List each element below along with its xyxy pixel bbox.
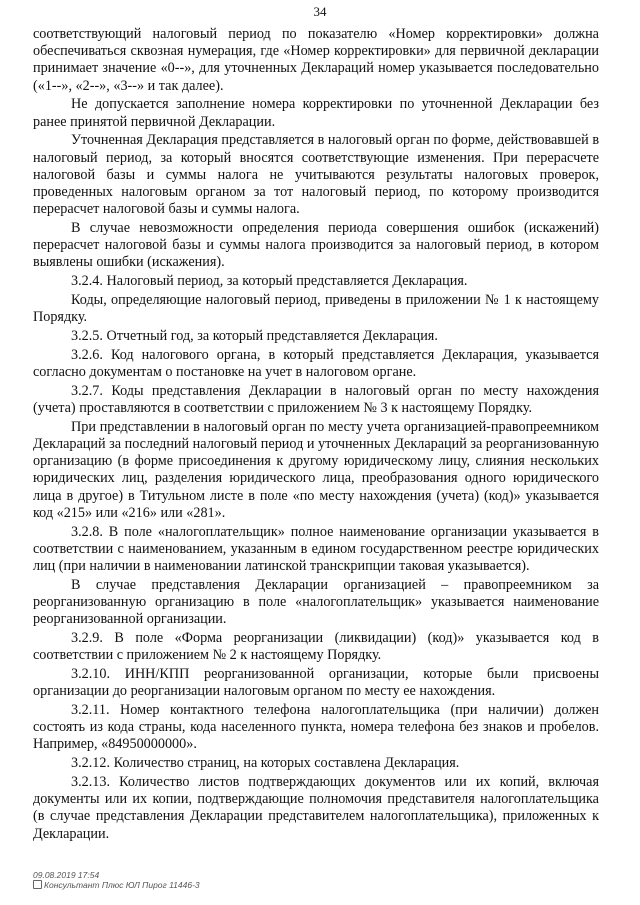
section-3-2-6: 3.2.6. Код налогового органа, в который представляется Декларация, указывается согласно документам о постановке на учет в налоговом органе. <box>33 346 599 381</box>
document-body <box>33 26 599 844</box>
footer-system-line <box>33 880 200 890</box>
section-heading-3-2-4: 3.2.4. Налоговый период, за который представляется Декларация. <box>71 273 468 290</box>
paragraph: Уточненная Декларация представляется в налоговый орган по форме, действовавшей в налоговый период, за который вносятся соответствующие изменения. При перерасчете налоговой базы и суммы налога не учитываются результаты налоговых проверок, проведенных налоговым органом за тот налоговый период, по которому производится перерасчет налоговой базы и суммы налога. <box>33 132 600 218</box>
section-3-2-12: 3.2.12. Количество страниц, на которых составлена Декларация. <box>71 755 460 772</box>
section-3-2-13: 3.2.13. Количество листов подтверждающих документов или их копий, включая документы или их копии, подтверждающие полномочия представителя налогоплательщика (в случае представления Декларации представителем налогоплательщика), приложенных к Декларации. <box>33 774 599 842</box>
print-footer <box>33 870 200 890</box>
section-3-2-10: 3.2.10. ИНН/КПП реорганизованной организации, которые были присвоены организации до реорганизации налоговым органом по месту ее нахождения. <box>33 666 599 700</box>
footer-date: 09.08.2019 17:54 <box>33 870 100 880</box>
page-number: 34 <box>313 4 327 19</box>
paragraph: Коды, определяющие налоговый период, приведены в приложении № 1 к настоящему Порядку. <box>33 292 599 326</box>
paragraph: соответствующий налоговый период по показателю «Номер корректировки» должна обеспечиваться сквозная нумерация, где «Номер корректировки» для первичной декларации принимает значение «0--», для уточненных Деклараций номер указывается последовательно («1--», «2--», «3--» и так далее). <box>33 26 599 94</box>
paragraph: Не допускается заполнение номера корректировки по уточненной Декларации без ранее принятой первичной Декларации. <box>33 96 599 130</box>
section-3-2-11: 3.2.11. Номер контактного телефона налогоплательщика (при наличии) должен состоять из кода страны, кода населенного пункта, номера телефона без знаков и пробелов. Например, «84950000000». <box>33 702 599 753</box>
section-3-2-9: 3.2.9. В поле «Форма реорганизации (ликвидации) (код)» указывается код в соответствии с приложением № 2 к настоящему Порядку. <box>33 630 599 664</box>
paragraph: В случае представления Декларации организацией – правопреемником за реорганизованную организацию в поле «налогоплательщик» указывается наименование реорганизованной организации. <box>33 576 599 628</box>
footer-system-text: Консультант Плюс ЮЛ Пирог 11446-3 <box>44 880 200 890</box>
section-3-2-8: 3.2.8. В поле «налогоплательщик» полное наименование организации указывается в соответствии с наименованием, указанным в едином государственном реестре юридических лиц (при наличии в наименовании латинской транскрипции таковая указывается). <box>33 523 599 575</box>
paragraph: В случае невозможности определения периода совершения ошибок (искажений) перерасчет налоговой базы и суммы налога производится за налоговый период, в котором выявлены ошибки (искажения). <box>33 220 599 271</box>
section-3-2-7: 3.2.7. Коды представления Декларации в налоговый орган по месту нахождения (учета) проставляются в соответствии с приложением № 3 к настоящему Порядку. <box>33 382 599 417</box>
section-heading-3-2-5: 3.2.5. Отчетный год, за который представляется Декларация. <box>71 328 438 345</box>
document-icon <box>33 880 42 889</box>
paragraph: При представлении в налоговый орган по месту учета организацией-правопреемником Деклараций за последний налоговый период и уточненных Деклараций за реорганизованную организацию (в форме присоединения к другому юридическому лицу, слияния нескольких юридических лиц, разделения юридического лица, преобразования одного юридического лица в другое) в Титульном листе в поле «по месту нахождения (учета) (код)» указывается код «215» или «216» или «281». <box>33 418 599 521</box>
